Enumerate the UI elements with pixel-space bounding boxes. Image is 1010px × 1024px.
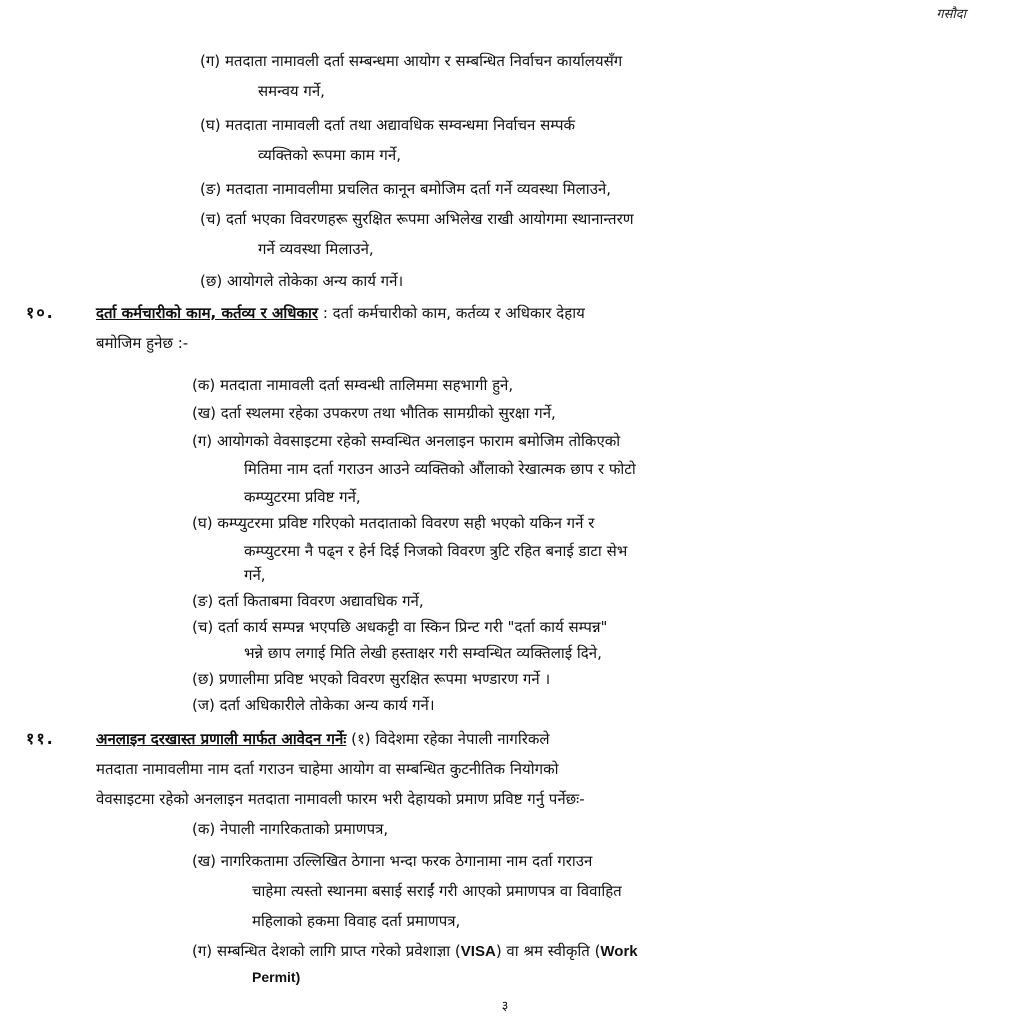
section-number: ११. [26, 729, 55, 748]
list-item: (ग) आयोगको वेवसाइटमा रहेको सम्वन्धित अनलाइन फाराम बमोजिम तोकिएको [192, 432, 621, 450]
list-item-continuation: गर्ने, [244, 566, 266, 584]
section-heading: दर्ता कर्मचारीको काम, कर्तव्य र अधिकार [96, 304, 319, 322]
list-item: (च) दर्ता कार्य सम्पन्न भएपछि अधकट्टी वा स्किन प्रिन्ट गरी "दर्ता कार्य सम्पन्न" [192, 618, 608, 636]
list-item: (घ) कम्प्युटरमा प्रविष्ट गरिएको मतदाताको विवरण सही भएको यकिन गर्ने र [192, 514, 595, 532]
section-intro-line: बमोजिम हुनेछ :- [96, 334, 189, 352]
list-item-continuation: कम्प्युटरमा प्रविष्ट गर्ने, [244, 488, 361, 506]
list-item: (ख) नागरिकतामा उल्लिखित ठेगाना भन्दा फरक ठेगानामा नाम दर्ता गराउन [192, 852, 593, 870]
list-item: (ग) सम्बन्धित देशको लागि प्राप्त गरेको प्रवेशाज्ञा (VISA) वा श्रम स्वीकृति (Work [192, 942, 638, 960]
list-item: (ख) दर्ता स्थलमा रहेका उपकरण तथा भौतिक सामग्रीको सुरक्षा गर्ने, [192, 404, 556, 422]
section-number: १०. [26, 303, 55, 322]
list-item: (ग) मतदाता नामावली दर्ता सम्बन्धमा आयोग र सम्बन्धित निर्वाचन कार्यालयसँग [200, 52, 623, 70]
list-item: (च) दर्ता भएका विवरणहरू सुरक्षित रूपमा अभिलेख राखी आयोगमा स्थानान्तरण [200, 210, 634, 228]
list-item-continuation: कम्प्युटरमा नै पढ्न र हेर्न दिई निजको विवरण त्रुटि रहित बनाई डाटा सेभ [244, 542, 628, 560]
list-item: (ङ) मतदाता नामावलीमा प्रचलित कानून बमोजिम दर्ता गर्ने व्यवस्था मिलाउने, [200, 180, 612, 198]
header-mark: गसौदा [936, 7, 966, 22]
section-intro-line: वेवसाइटमा रहेको अनलाइन मतदाता नामावली फारम भरी देहायको प्रमाण प्रविष्ट गर्नु पर्नेछः- [96, 790, 585, 808]
list-item: (क) मतदाता नामावली दर्ता सम्वन्धी तालिममा सहभागी हुने, [192, 376, 514, 394]
section-intro-line: मतदाता नामावलीमा नाम दर्ता गराउन चाहेमा आयोग वा सम्बन्धित कुटनीतिक नियोगको [96, 760, 559, 778]
section-heading: अनलाइन दरखास्त प्रणाली मार्फत आवेदन गर्नेः [96, 730, 347, 748]
page-number: ३ [501, 999, 509, 1014]
list-item: (छ) प्रणालीमा प्रविष्ट भएको विवरण सुरक्षित रूपमा भण्डारण गर्ने । [192, 670, 551, 688]
list-item: (क) नेपाली नागरिकताको प्रमाणपत्र, [192, 820, 389, 838]
list-item: (ज) दर्ता अधिकारीले तोकेका अन्य कार्य गर्ने। [192, 696, 435, 714]
list-item-continuation: समन्वय गर्ने, [258, 82, 325, 100]
section-intro: दर्ता कर्मचारीको काम, कर्तव्य र अधिकार : दर्ता कर्मचारीको काम, कर्तव्य र अधिकार देहाय [96, 304, 585, 322]
list-item-continuation: चाहेमा त्यस्तो स्थानमा बसाई सराईं गरी आएको प्रमाणपत्र वा विवाहित [252, 882, 622, 900]
list-item-continuation: Permit) [252, 969, 301, 985]
list-item: (घ) मतदाता नामावली दर्ता तथा अद्यावधिक सम्वन्धमा निर्वाचन सम्पर्क [200, 116, 576, 134]
list-item-continuation: गर्ने व्यवस्था मिलाउने, [258, 240, 374, 258]
list-item-continuation: व्यक्तिको रूपमा काम गर्ने, [258, 146, 401, 164]
list-item-continuation: मितिमा नाम दर्ता गराउन आउने व्यक्तिको औंलाको रेखात्मक छाप र फोटो [244, 460, 636, 478]
list-item-continuation: भन्ने छाप लगाई मिति लेखी हस्ताक्षर गरी सम्वन्धित व्यक्तिलाई दिने, [244, 644, 602, 662]
list-item: (छ) आयोगले तोकेका अन्य कार्य गर्ने। [200, 272, 404, 290]
list-item: (ङ) दर्ता किताबमा विवरण अद्यावधिक गर्ने, [192, 592, 424, 610]
list-item-continuation: महिलाको हकमा विवाह दर्ता प्रमाणपत्र, [252, 912, 461, 930]
section-intro: अनलाइन दरखास्त प्रणाली मार्फत आवेदन गर्नेः (१) विदेशमा रहेका नेपाली नागरिकले [96, 730, 550, 748]
